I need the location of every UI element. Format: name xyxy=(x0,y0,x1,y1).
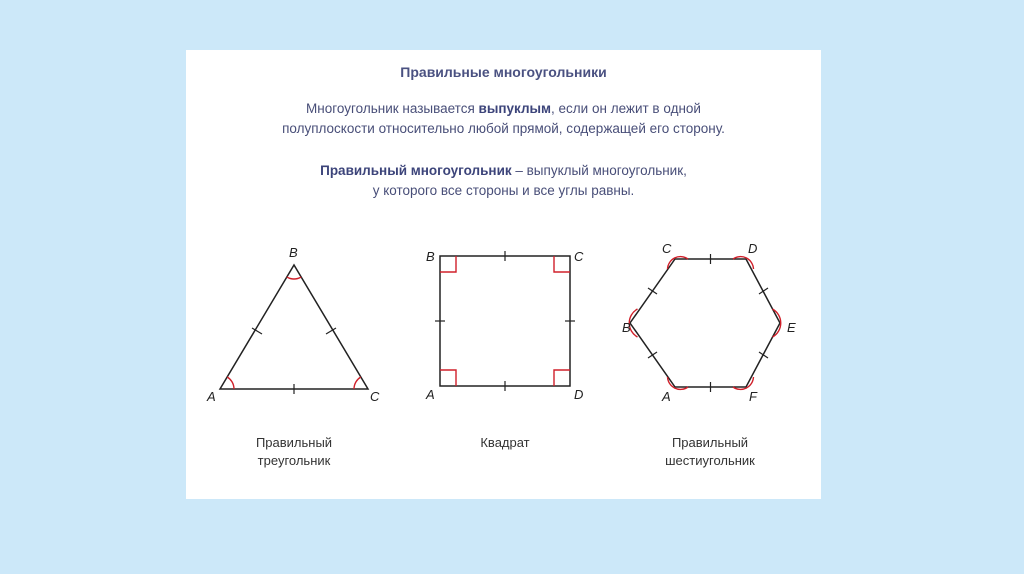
slide-title: Правильные многоугольники xyxy=(400,64,607,80)
triangle-label-b: B xyxy=(289,245,298,260)
slide-card xyxy=(186,50,821,499)
hexagon-angle-arcs xyxy=(629,257,781,390)
definition-convex-line2: полуплоскости относительно любой прямой, содержащей его сторону. xyxy=(282,121,725,136)
hexagon-label-a: A xyxy=(662,389,671,404)
square-label-c: C xyxy=(574,249,584,264)
triangle-label-a: A xyxy=(207,389,216,404)
hexagon-label-b: B xyxy=(622,320,631,335)
figures-diagram xyxy=(186,50,821,499)
regular-triangle xyxy=(206,245,380,404)
triangle-outline xyxy=(220,265,368,389)
hexagon-label-c: C xyxy=(662,241,672,256)
square-outline xyxy=(440,256,570,386)
hexagon-label-e: E xyxy=(787,320,796,335)
term-regular-polygon: Правильный многоугольник xyxy=(320,163,512,178)
definition-regular-line1: Правильный многоугольник – выпуклый многоугольник, xyxy=(320,163,687,178)
square xyxy=(425,249,584,402)
triangle-angle-arcs xyxy=(227,277,361,389)
caption-square: Квадрат xyxy=(480,435,530,450)
definition-convex-line1: Многоугольник называется выпуклым, если он лежит в одной xyxy=(306,101,701,116)
caption-triangle: Правильный треугольник xyxy=(255,435,333,468)
square-label-b: B xyxy=(426,249,435,264)
hexagon-label-d: D xyxy=(748,241,758,256)
square-right-angle-marks xyxy=(440,256,570,386)
square-label-d: D xyxy=(574,387,584,402)
hexagon-label-f: F xyxy=(749,389,757,404)
hexagon-tick-marks xyxy=(648,254,768,392)
definition-regular-line2: у которого все стороны и все углы равны. xyxy=(372,183,635,198)
triangle-tick-marks xyxy=(252,328,336,394)
caption-hexagon: Правильный шестиугольник xyxy=(665,435,755,468)
regular-hexagon xyxy=(622,241,796,404)
term-convex: выпуклым xyxy=(478,101,552,116)
triangle-label-c: C xyxy=(370,389,380,404)
square-label-a: A xyxy=(426,387,435,402)
hexagon-outline xyxy=(630,259,780,387)
